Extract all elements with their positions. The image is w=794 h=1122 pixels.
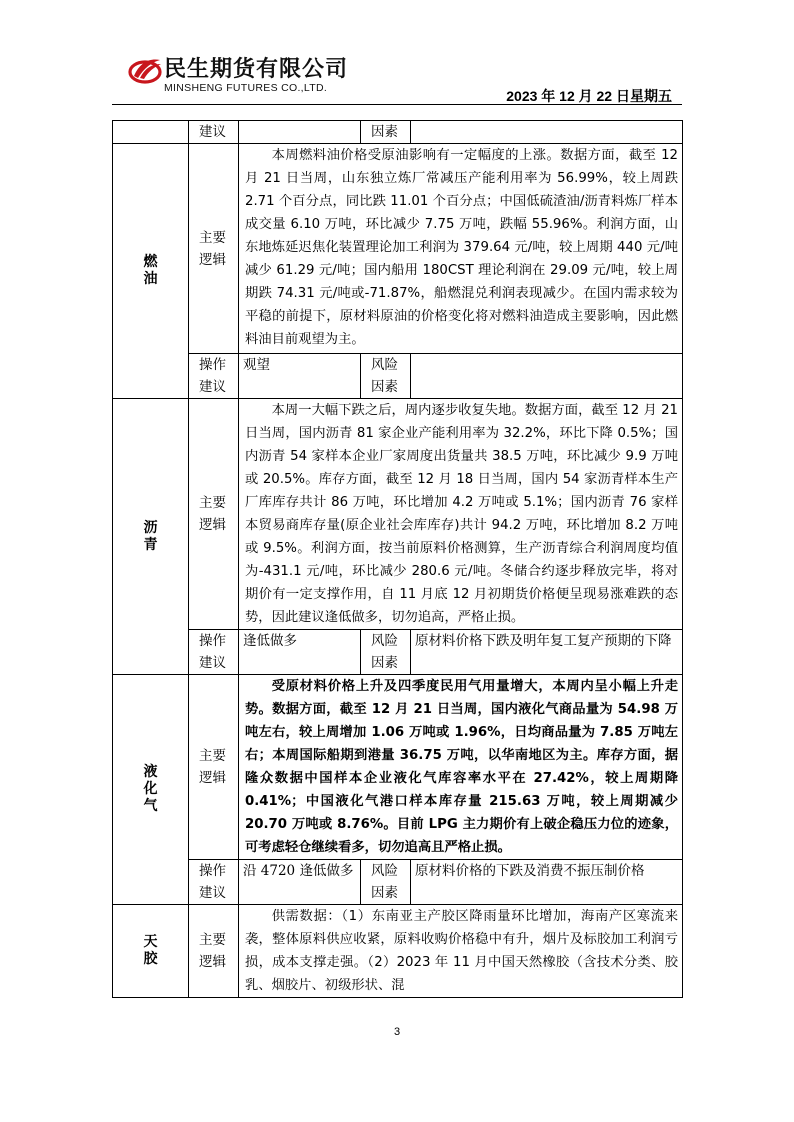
table-row bbox=[113, 354, 683, 399]
category-label: 天胶 bbox=[143, 934, 158, 967]
risk-value: 原材料价格的下跌及消费不振压制价格 bbox=[411, 860, 683, 905]
table-row bbox=[113, 860, 683, 905]
risk-value bbox=[411, 354, 683, 399]
empty-cell bbox=[239, 121, 361, 144]
table-row bbox=[113, 905, 683, 998]
header-rule bbox=[112, 104, 682, 105]
table-row bbox=[113, 144, 683, 354]
logic-label: 主要逻辑 bbox=[189, 144, 239, 354]
table-row bbox=[113, 630, 683, 675]
report-date: 2023 年 12 月 22 日星期五 bbox=[506, 88, 672, 104]
logic-text: 本周一大幅下跌之后，周内逐步收复失地。数据方面，截至 12 月 21 日当周，国内沥青 81 家企业产能利用率为 32.2%，环比下降 0.5%；国内沥青 54 家样本企业厂家周度出货量共 38.5 万吨，环比减少 9.9 万吨或 20.5%。库存方面，截至 12 月 18 日当周，国内 54 家沥青样本生产厂库库存共计 86 万吨，环比增加 4.2 万吨或 5.1%；国内沥青 76 家样本贸易商库存量(原企业社会库库存)共计 94.2 万吨，环比增加 8.2 万吨或 9.5%。利润方面，按当前原料价格测算，生产沥青综合利润周度均值为-431.1 元/吨，环比减少 280.6 元/吨。冬储合约逐步释放完毕，将对期价有一定支撑作用，自 11 月底 12 月初期货价格便呈现易涨难跌的态势，因此建议逢低做多，切勿追高，严格止损。 bbox=[239, 399, 683, 630]
risk-label: 风险因素 bbox=[361, 354, 411, 399]
risk-label: 风险因素 bbox=[361, 630, 411, 675]
empty-cell bbox=[411, 121, 683, 144]
company-logo bbox=[128, 52, 368, 102]
commodity-table bbox=[112, 120, 683, 998]
risk-label-tail: 因素 bbox=[361, 121, 411, 144]
table-row bbox=[113, 121, 683, 144]
op-label-tail: 建议 bbox=[189, 121, 239, 144]
op-label: 操作建议 bbox=[189, 354, 239, 399]
company-name-en: MINSHENG FUTURES CO.,LTD. bbox=[164, 82, 328, 94]
op-label: 操作建议 bbox=[189, 860, 239, 905]
logic-text: 本周燃料油价格受原油影响有一定幅度的上涨。数据方面，截至 12 月 21 日当周，山东独立炼厂常减压产能利用率为 56.99%，较上周跌 2.71 个百分点，同比跌 11.01 个百分点；中国低硫渣油/沥青料炼厂样本成交量 6.10 万吨，环比减少 7.75 万吨，跌幅 55.96%。利润方面，山东地炼延迟焦化装置理论加工利润为 379.64 元/吨，较上周期 440 元/吨减少 61.29 元/吨；国内船用 180CST 理论利润在 29.09 元/吨，较上周期跌 74.31 元/吨或-71.87%，船燃混兑利润表现减少。在国内需求较为平稳的前提下，原材料原油的价格变化将对燃料油造成主要影响，因此燃料油目前观望为主。 bbox=[239, 144, 683, 354]
category-asphalt bbox=[113, 399, 189, 675]
page-header bbox=[0, 0, 794, 110]
risk-label: 风险因素 bbox=[361, 860, 411, 905]
category-natural-rubber bbox=[113, 905, 189, 998]
logic-label: 主要逻辑 bbox=[189, 675, 239, 860]
op-label: 操作建议 bbox=[189, 630, 239, 675]
category-label: 沥青 bbox=[143, 519, 158, 553]
op-value: 观望 bbox=[239, 354, 361, 399]
category-lpg bbox=[113, 675, 189, 905]
category-label: 液化气 bbox=[143, 764, 158, 814]
logic-text: 供需数据：（1）东南亚主产胶区降雨量环比增加，海南产区寒流来袭，整体原料供应收紧，原料收购价格稳中有升，烟片及标胶加工利润亏损，成本支撑走强。（2）2023 年 11 月中国天然橡胶（含技术分类、胶乳、烟胶片、初级形状、混 bbox=[239, 905, 683, 998]
table-row bbox=[113, 675, 683, 860]
page-number: 3 bbox=[393, 1026, 401, 1038]
company-name-cn: 民生期货有限公司 bbox=[164, 57, 349, 82]
logic-label: 主要逻辑 bbox=[189, 399, 239, 630]
logic-text: 受原材料价格上升及四季度民用气用量增大，本周内呈小幅上升走势。数据方面，截至 12 月 21 日当周，国内液化气商品量为 54.98 万吨左右，较上周增加 1.06 万吨或 1.96%，日均商品量为 7.85 万吨左右；本周国际船期到港量 36.75 万吨，以华南地区为主。库存方面，据隆众数据中国样本企业液化气库容率水平在 27.42%，较上周期降 0.41%；中国液化气港口样本库存量 215.63 万吨，较上周期减少 20.70 万吨或 8.76%。目前 LPG 主力期价有上破企稳压力位的迹象，可考虑轻仓继续看多，切勿追高且严格止损。 bbox=[239, 675, 683, 860]
category-fuel-oil bbox=[113, 144, 189, 399]
table-row bbox=[113, 399, 683, 630]
category-label: 燃油 bbox=[143, 254, 158, 287]
risk-value: 原材料价格下跌及明年复工复产预期的下降 bbox=[411, 630, 683, 675]
minsheng-logo-icon bbox=[128, 52, 162, 86]
logic-label: 主要逻辑 bbox=[189, 905, 239, 998]
empty-cell bbox=[113, 121, 189, 144]
op-value: 沿 4720 逢低做多 bbox=[239, 860, 361, 905]
op-value: 逢低做多 bbox=[239, 630, 361, 675]
